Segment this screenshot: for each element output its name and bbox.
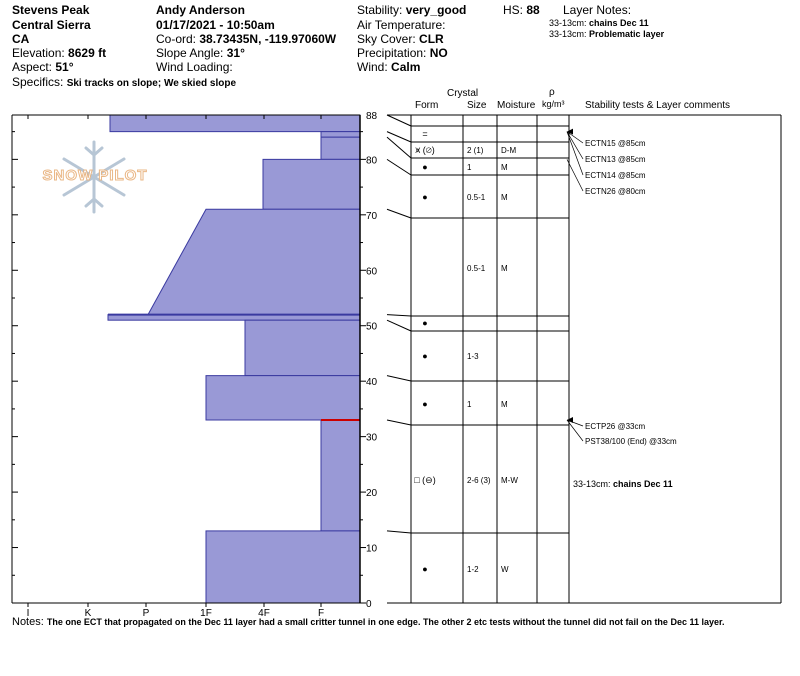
- precip-row: [357, 47, 448, 59]
- depth-connector: [387, 315, 411, 316]
- grain-moisture: D-M: [501, 146, 517, 155]
- y-tick-label: 0: [366, 599, 372, 610]
- depth-connector: [387, 420, 411, 425]
- aspect-label: Aspect:: [12, 60, 53, 74]
- grain-size: 1: [467, 163, 472, 172]
- hardness-layer-bar: [206, 531, 360, 603]
- y-tick-label: 60: [366, 266, 378, 278]
- x-tick-label: P: [142, 608, 150, 619]
- hs-label: HS:: [503, 3, 524, 17]
- specifics-value: Ski tracks on slope; We skied slope: [66, 78, 237, 89]
- pointer-arrow-icon: [567, 417, 573, 423]
- stability-test-pointer: [567, 132, 583, 143]
- grain-size: 1-3: [467, 352, 479, 361]
- notes-label: Notes:: [12, 616, 44, 628]
- hardness-layer-bar: [321, 132, 360, 138]
- slope-value: 31°: [226, 46, 245, 60]
- y-tick-label: 80: [366, 155, 378, 167]
- grain-moisture: M: [501, 163, 508, 172]
- pointer-arrow-icon: [567, 129, 573, 135]
- state-name: CA: [12, 32, 30, 46]
- stability-test-label: ECTN14 @85cm: [585, 171, 646, 180]
- hardness-layer-bar: [148, 209, 360, 314]
- depth-connector: [387, 159, 411, 175]
- depth-connector: [387, 376, 411, 381]
- y-tick-label: 20: [366, 488, 378, 500]
- slope-row: [156, 47, 245, 59]
- obs-datetime: 01/17/2021 - 10:50am: [156, 18, 275, 32]
- y-tick-label: 50: [366, 321, 378, 333]
- slope-label: Slope Angle:: [156, 46, 224, 60]
- y-tick-label: 70: [366, 210, 378, 222]
- sky-row: [357, 33, 444, 45]
- depth-connector: [387, 137, 411, 158]
- x-tick-label: 4F: [258, 608, 270, 619]
- stability-test-label: ECTN13 @85cm: [585, 155, 646, 164]
- y-tick-label: 40: [366, 377, 378, 389]
- stability-test-label: ECTP26 @33cm: [585, 422, 646, 431]
- stability-test-pointer: [567, 420, 583, 441]
- grain-form: ⩙ (⌀): [415, 145, 435, 155]
- notes-row: [12, 617, 725, 628]
- grain-size: 2-6 (3): [467, 476, 491, 485]
- aspect-value: 51°: [55, 60, 74, 74]
- grain-moisture: M: [501, 400, 508, 409]
- hs-row: [503, 4, 540, 16]
- specifics-row: [12, 76, 236, 89]
- stability-row: [357, 4, 466, 16]
- crystal-header: Crystal: [447, 88, 479, 99]
- grain-form: ●: [422, 351, 428, 361]
- form-header: Form: [415, 100, 439, 111]
- sky-value: CLR: [419, 32, 444, 46]
- hardness-layer-bar: [108, 315, 360, 321]
- grain-form: ●: [422, 162, 428, 172]
- location-name: Stevens Peak: [12, 3, 90, 17]
- precip-label: Precipitation:: [357, 46, 427, 60]
- layer-notes-label: Layer Notes:: [563, 3, 632, 17]
- stability-test-pointer: [567, 420, 583, 426]
- coord-label: Co-ord:: [156, 32, 197, 46]
- hardness-layer-bar: [263, 159, 360, 209]
- grain-form: ●: [422, 399, 428, 409]
- layer-comment: [573, 479, 673, 489]
- notes-text: The one ECT that propagated on the Dec 11 layer had a small critter tunnel in one edge. The other 2 etc tests without the tunnel did not fail on the Dec 11 layer.: [46, 617, 725, 627]
- size-header: Size: [467, 100, 487, 111]
- x-tick-label: F: [317, 608, 325, 619]
- wind-loading-row: [156, 61, 233, 73]
- grain-moisture: M: [501, 264, 508, 273]
- y-tick-label: 30: [366, 432, 378, 444]
- grain-moisture: M-W: [501, 476, 518, 485]
- grain-size: 1: [467, 400, 472, 409]
- grain-moisture: M: [501, 193, 508, 202]
- hs-value: 88: [526, 3, 540, 17]
- stability-test-pointer: [567, 132, 583, 175]
- aspect-row: [12, 61, 74, 73]
- grain-size: 0.5-1: [467, 193, 486, 202]
- stability-label: Stability:: [357, 3, 403, 17]
- grain-size: 0.5-1: [467, 264, 486, 273]
- depth-connector: [387, 115, 411, 126]
- hardness-layer-bar: [321, 420, 360, 531]
- coord-row: [156, 33, 336, 45]
- elevation-value: 8629 ft: [68, 46, 107, 60]
- depth-connector: [387, 531, 411, 533]
- snowpilot-logo: [36, 138, 154, 216]
- grain-form: ●: [422, 564, 428, 574]
- sky-label: Sky Cover:: [357, 32, 416, 46]
- grain-size: 1-2: [467, 565, 479, 574]
- wind-loading-label: Wind Loading:: [156, 60, 233, 74]
- specifics-label: Specifics:: [12, 75, 64, 89]
- air-temp-label: Air Temperature:: [357, 18, 446, 32]
- hardness-layer-bar: [206, 376, 360, 420]
- elevation-row: [12, 47, 106, 59]
- layer-note: [549, 30, 664, 39]
- watermark-text: SNOW PILOT: [42, 167, 148, 184]
- x-tick-label: K: [84, 608, 92, 619]
- y-tick-label: 10: [366, 543, 378, 555]
- layer-note-text: Problematic layer: [589, 29, 665, 39]
- wind-value: Calm: [391, 60, 421, 74]
- layer-note-range: 33-13cm:: [549, 18, 587, 28]
- wind-label: Wind:: [357, 60, 388, 74]
- elevation-label: Elevation:: [12, 46, 65, 60]
- stability-test-pointer: [567, 132, 583, 159]
- rho-header: ρ: [549, 87, 555, 98]
- depth-connector: [387, 209, 411, 218]
- layer-comment-text: chains Dec 11: [613, 479, 673, 489]
- stability-value: very_good: [405, 3, 467, 17]
- hardness-layer-bar: [110, 115, 360, 132]
- layer-note: [549, 19, 649, 28]
- stability-test-label: ECTN15 @85cm: [585, 139, 646, 148]
- wind-row: [357, 61, 420, 73]
- grain-form: ●: [422, 192, 428, 202]
- coord-value: 38.73435N, -119.97060W: [199, 32, 337, 46]
- depth-connector: [387, 132, 411, 142]
- stability-test-pointer: [567, 159, 583, 191]
- moisture-header: Moisture: [497, 100, 536, 111]
- air-temp-row: [357, 19, 445, 31]
- region-name: Central Sierra: [12, 18, 91, 32]
- hardness-layer-bar: [321, 137, 360, 159]
- stability-test-label: PST38/100 (End) @33cm: [585, 437, 677, 446]
- grain-form: □ (⊖): [414, 475, 436, 485]
- density-unit-header: kg/m³: [542, 99, 565, 109]
- precip-value: NO: [429, 46, 448, 60]
- layer-comment-range: 33-13cm:: [573, 479, 614, 489]
- layer-note-text: chains Dec 11: [589, 18, 649, 28]
- hardness-layer-bar: [245, 320, 360, 375]
- grain-moisture: W: [501, 565, 509, 574]
- depth-connector: [387, 320, 411, 331]
- stability-tests-header: Stability tests & Layer comments: [585, 100, 731, 111]
- grain-size: 2 (1): [467, 146, 484, 155]
- observer-name: Andy Anderson: [156, 3, 245, 17]
- grain-form: =: [422, 129, 428, 139]
- stability-test-label: ECTN26 @80cm: [585, 187, 646, 196]
- x-tick-label: I: [26, 608, 30, 619]
- layer-note-range: 33-13cm:: [549, 29, 587, 39]
- x-tick-label: 1F: [200, 608, 212, 619]
- y-tick-label: 88: [366, 111, 378, 122]
- grain-form: ●: [422, 318, 428, 328]
